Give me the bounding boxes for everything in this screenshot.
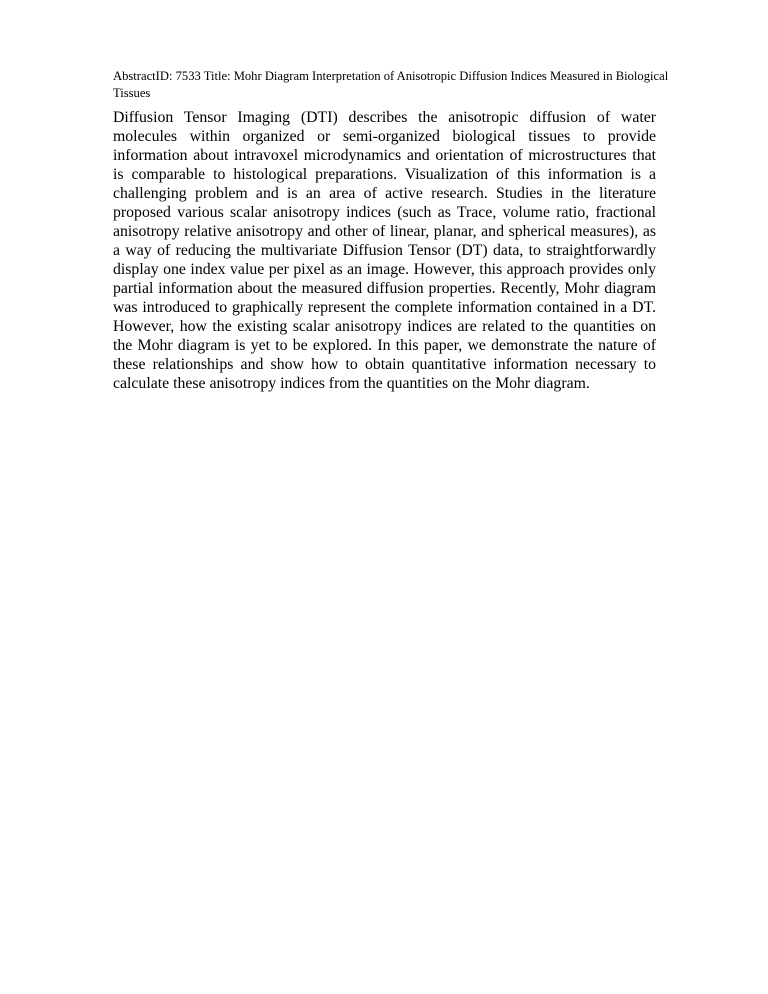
abstract-header: AbstractID: 7533 Title: Mohr Diagram Interpretation of Anisotropic Diffusion Indices Measured in Biological Tissues <box>113 69 669 100</box>
abstract-body-text: Diffusion Tensor Imaging (DTI) describes the anisotropic diffusion of water molecules within organized or semi-organized biological tissues to provide information about intravoxel microdynamics and orientation of microstructures that is comparable to histological preparations. Visualization of this information is a challenging problem and is an area of active research. Studies in the literature proposed various scalar anisotropy indices (such as Trace, volume ratio, fractional anisotropy relative anisotropy and other of linear, planar, and spherical measures), as a way of reducing the multivariate Diffusion Tensor (DT) data, to straightforwardly display one index value per pixel as an image. However, this approach provides only partial information about the measured diffusion properties. Recently, Mohr diagram was introduced to graphically represent the complete information contained in a DT. However, how the existing scalar anisotropy indices are related to the quantities on the Mohr diagram is yet to be explored. In this paper, we demonstrate the nature of these relationships and show how to obtain quantitative information necessary to calculate these anisotropy indices from the quantities on the Mohr diagram. <box>113 109 656 392</box>
